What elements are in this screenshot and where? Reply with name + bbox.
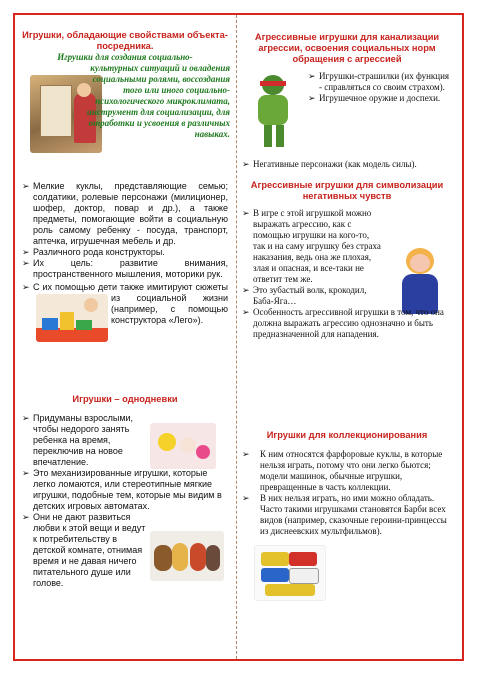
list-item: ➢ Негативные персонажи (как модель силы). (242, 159, 417, 169)
section-title-symbolization: Агрессивные игрушки для символизации негативных чувств (250, 180, 444, 201)
right-column (242, 20, 452, 601)
arrow-icon: ➢ (308, 93, 316, 103)
arrow-icon: ➢ (242, 159, 250, 169)
left-column (22, 20, 228, 641)
lego-text: С их помощью дети также имитируют сюжеты из социальной жизни (например, с помощью конструктора «Лего»). (33, 282, 228, 325)
list-item: ➢ В игре с этой игрушкой можно выражать агрессию, как с помощью игрушки на кого-то, так и на саму игрушку без страха наказания, ведь она же плохая, злая и опасная, и все-таки не ответит тем же. (242, 208, 381, 284)
section-title-aggression: Агрессивные игрушки для канализации агрессии, освоения социальных норм обращения с агрессией (254, 32, 440, 64)
list-item: ➢ Мелкие куклы, представляющие семью; солдатики, ролевые персонажи (милиционер, шофер, доктор, повар и др.), а также предметы, помогающие войти в социальную роль самому ребенку - посуда, транспорт, аптечка, игрушечная мебель и др. (22, 181, 228, 246)
toy-cars-photo (254, 545, 326, 601)
arrow-icon: ➢ (242, 208, 250, 218)
list-item: ➢ Различного рода конструкторы. (22, 247, 165, 257)
section-title-mediator: Игрушки, обладающие свойствами объекта-посредника. (22, 30, 228, 51)
aggression-list-a (308, 71, 452, 104)
collection-list (242, 449, 452, 537)
list-item: ➢ Придуманы взрослыми, чтобы недорого занять ребенка на время, переключив на новое впечатление. (22, 413, 134, 467)
list-item: ➢ К ним относятся фарфоровые куклы, в которые нельзя играть, потому что они легко бьются; модели машинок, обычные игрушки, превращенные в часть коллекции. (242, 449, 443, 492)
turtle-figure-photo (244, 71, 304, 153)
arrow-icon: ➢ (22, 512, 30, 522)
symbolization-list (242, 208, 452, 340)
section-title-collection: Игрушки для коллекционирования (266, 430, 428, 440)
arrow-icon: ➢ (22, 413, 30, 423)
arrow-icon: ➢ (242, 307, 250, 317)
arrow-icon: ➢ (22, 282, 30, 292)
aggression-list-b (242, 159, 452, 170)
intro-line: Игрушки для создания социально- (57, 52, 193, 62)
list-item: ➢ Игрушечное оружие и доспехи. (308, 93, 441, 103)
arrow-icon: ➢ (22, 181, 30, 191)
list-item: ➢ Особенность агрессивной игрушки в том, что она должна выражать агрессию однозначно и быть предназначенной для нападения. (242, 307, 444, 339)
arrow-icon: ➢ (242, 285, 250, 295)
column-divider (236, 15, 237, 659)
list-item: ➢ В них нельзя играть, но ими можно обладать. Часто такими игрушками становятся Барби всех видов (например, сказочные героини-принцессы из диснеевских мультфильмов). (242, 493, 447, 536)
arrow-icon: ➢ (242, 449, 250, 459)
intro-body: культурных ситуаций и овладения социальными ролями, воссоздания того или иного социально-психологического микроклимата, инструмент для социализации, для отработки и усвоения в различных навыках. (86, 63, 230, 139)
list-item: ➢ Их цель: развитие внимания, пространственного мышления, моторики рук. (22, 258, 228, 279)
section-title-one-day: Игрушки – однодневки (72, 394, 178, 404)
one-day-list (22, 413, 228, 589)
list-item: ➢ Это зубастый волк, крокодил, Баба-Яга… (242, 285, 367, 306)
arrow-icon: ➢ (22, 258, 30, 268)
mediator-list (22, 181, 228, 280)
arrow-icon: ➢ (308, 71, 316, 81)
list-item: ➢ Игрушки-страшилки (их функция - справляться со своим страхом). (308, 71, 450, 92)
list-item: ➢ Они не дают развиться любви к этой вещи и ведут к потребительству в детской комнате, отнимая время и не давая ничего питательного душе или голове. (22, 512, 146, 588)
arrow-icon: ➢ (22, 247, 30, 257)
arrow-icon: ➢ (242, 493, 250, 503)
list-item: ➢ Это механизированные игрушки, которые легко ломаются, или стереотипные мягкие игрушки, подобные тем, которые мы видим в детских игровых автоматах. (22, 468, 222, 511)
arrow-icon: ➢ (22, 468, 30, 478)
